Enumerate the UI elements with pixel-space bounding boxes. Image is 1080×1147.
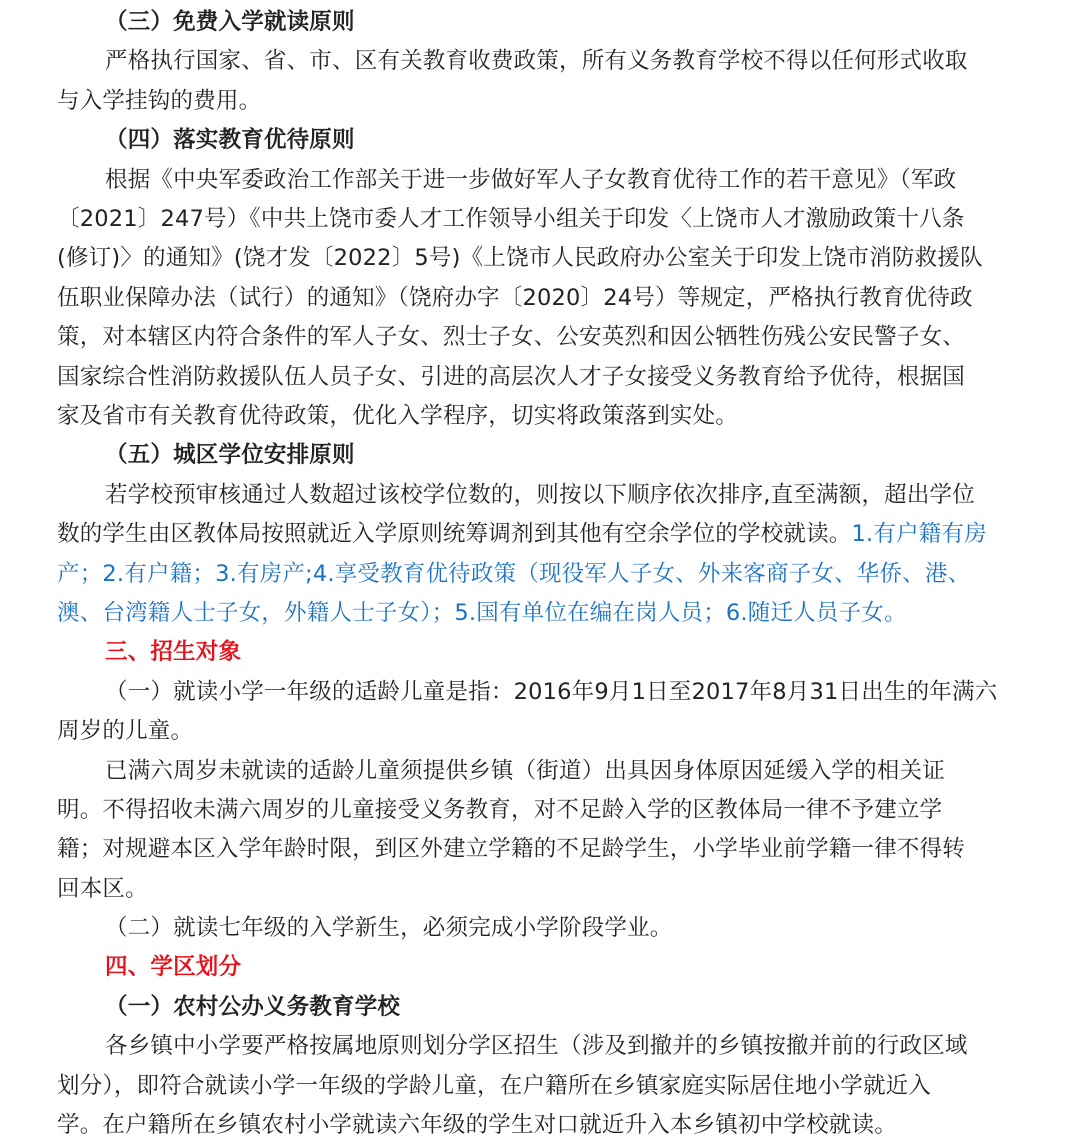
priority-order-line: 产；2.有户籍；3.有房产;4.享受教育优待政策（现役军人子女、外来客商子女、华侨、港、 xyxy=(57,561,971,587)
paragraph-line: 家及省市有关教育优待政策，优化入学程序，切实将政策落到实处。 xyxy=(57,403,739,429)
paragraph-line: 〔2021〕247号）《中共上饶市委人才工作领导小组关于印发〈上饶市人才激励政策十八条 xyxy=(57,206,965,232)
section-heading-education-preference: （四）落实教育优待原则 xyxy=(105,127,355,153)
paragraph-line-mixed xyxy=(57,519,987,549)
priority-order-line: 澳、台湾籍人士子女，外籍人士子女）；5.国有单位在编在岗人员；6.随迁人员子女。 xyxy=(57,600,907,626)
paragraph-line: 籍；对规避本区入学年龄时限，到区外建立学籍的不足龄学生，小学毕业前学籍一律不得转 xyxy=(57,836,966,862)
paragraph-line: 划分），即符合就读小学一年级的学龄儿童，在户籍所在乡镇家庭实际居住地小学就近入 xyxy=(57,1073,932,1099)
section-heading-free-enrollment: （三）免费入学就读原则 xyxy=(105,9,355,35)
paragraph-line: 学。在户籍所在乡镇农村小学就读六年级的学生对口就近升入本乡镇初中学校就读。 xyxy=(57,1112,897,1138)
paragraph-line: 周岁的儿童。 xyxy=(57,718,194,744)
paragraph-line: （二）就读七年级的入学新生，必须完成小学阶段学业。 xyxy=(105,915,673,941)
priority-order-text: 1.有户籍有房 xyxy=(851,521,987,547)
paragraph-line: 根据《中央军委政治工作部关于进一步做好军人子女教育优待工作的若干意见》（军政 xyxy=(105,167,957,193)
paragraph-line: （一）就读小学一年级的适龄儿童是指：2016年9月1日至2017年8月31日出生的年满六 xyxy=(105,679,998,705)
section-heading-rural-schools: （一）农村公办义务教育学校 xyxy=(105,994,401,1020)
section-heading-urban-seats: （五）城区学位安排原则 xyxy=(105,442,355,468)
paragraph-line: 策，对本辖区内符合条件的军人子女、烈士子女、公安英烈和因公牺牲伤残公安民警子女、 xyxy=(57,324,966,350)
chapter-heading-enrollment-targets: 三、招生对象 xyxy=(105,639,242,665)
paragraph-line: 回本区。 xyxy=(57,876,148,902)
chapter-heading-school-districts: 四、学区划分 xyxy=(105,954,242,980)
paragraph-text: 数的学生由区教体局按照就近入学原则统筹调剂到其他有空余学位的学校就读。 xyxy=(57,521,852,547)
paragraph-line: 国家综合性消防救援队伍人员子女、引进的高层次人才子女接受义务教育给予优待，根据国 xyxy=(57,364,966,390)
paragraph-line: 明。不得招收未满六周岁的儿童接受义务教育，对不足龄入学的区教体局一律不予建立学 xyxy=(57,797,943,823)
paragraph-line: 严格执行国家、省、市、区有关教育收费政策，所有义务教育学校不得以任何形式收取 xyxy=(105,48,968,74)
paragraph-line: 各乡镇中小学要严格按属地原则划分学区招生（涉及到撤并的乡镇按撤并前的行政区域 xyxy=(105,1033,968,1059)
paragraph-line: (修订)〉的通知》(饶才发〔2022〕5号)《上饶市人民政府办公室关于印发上饶市消防救援队 xyxy=(57,245,983,271)
paragraph-line: 已满六周岁未就读的适龄儿童须提供乡镇（街道）出具因身体原因延缓入学的相关证 xyxy=(105,758,945,784)
paragraph-line: 与入学挂钩的费用。 xyxy=(57,88,262,114)
paragraph-line: 伍职业保障办法（试行）的通知》（饶府办字〔2020〕24号）等规定，严格执行教育优待政 xyxy=(57,285,973,311)
paragraph-line: 若学校预审核通过人数超过该校学位数的，则按以下顺序依次排序,直至满额，超出学位 xyxy=(105,482,975,508)
